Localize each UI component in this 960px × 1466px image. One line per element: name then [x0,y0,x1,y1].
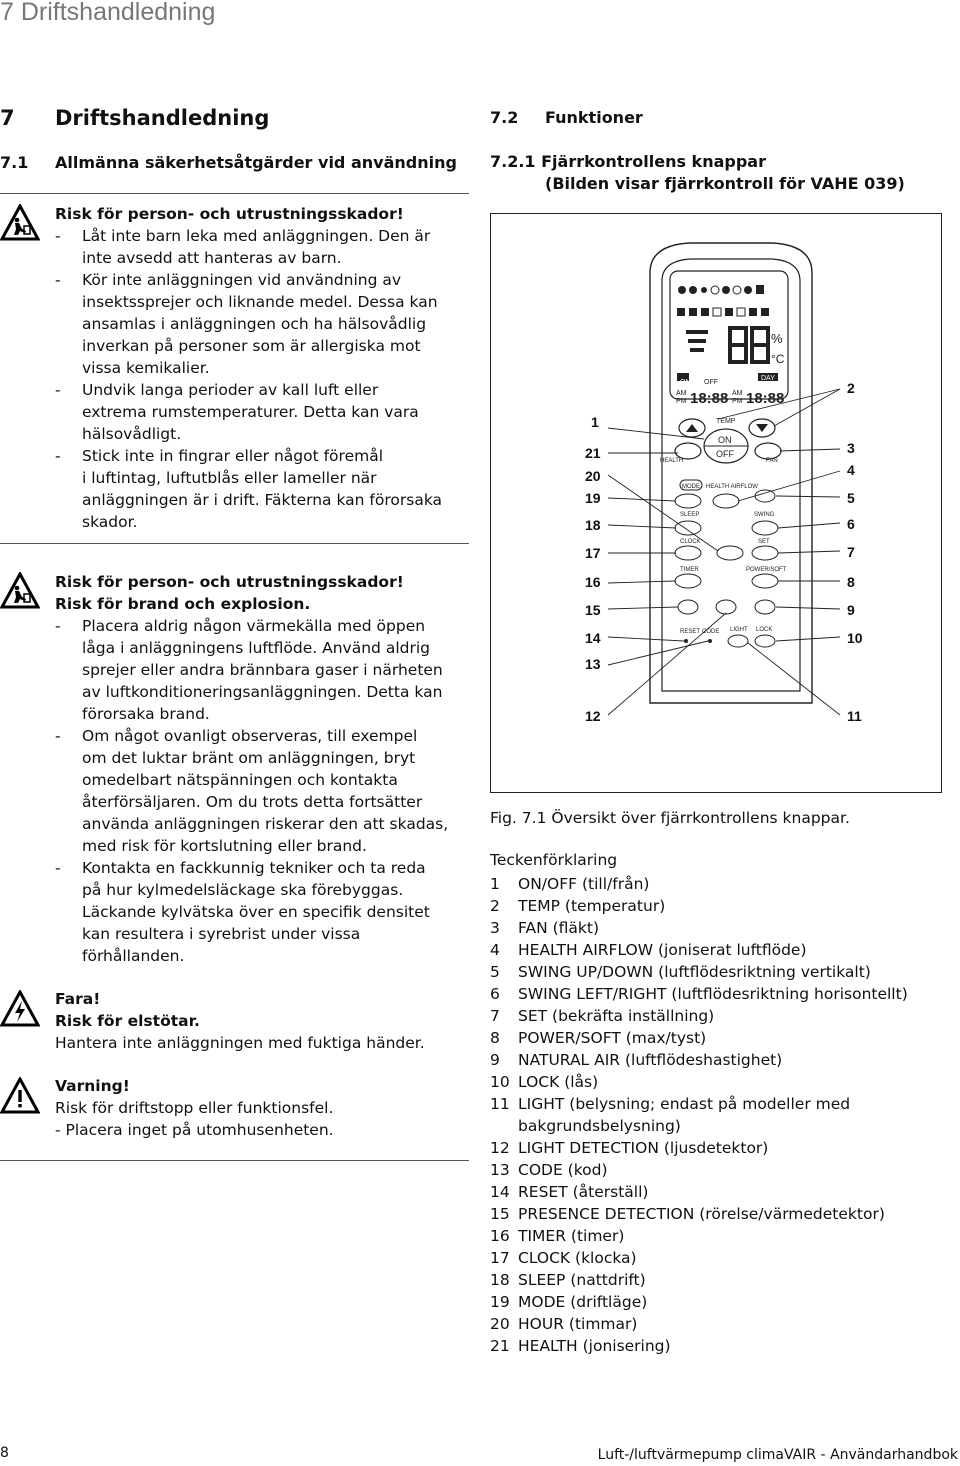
clock-button[interactable] [675,546,701,560]
callout-5: 5 [847,490,855,506]
legend-row: 19 MODE (driftläge) [490,1293,648,1311]
lcd-icons-row-1 [678,285,764,294]
svg-text:18:88: 18:88 [746,390,785,407]
callout-9: 9 [847,602,855,618]
lcd-am-label: AM [676,390,687,397]
off-label: OFF [716,449,734,459]
section-title: Driftshandledning [55,106,270,130]
legend-row: 2 TEMP (temperatur) [490,897,666,915]
svg-text:%: % [771,331,783,346]
warning-text: - Placera inget på utomhusenheten. [55,1121,334,1139]
list-item: - Om något ovanligt observeras, till exempel om det luktar bränt om anläggningen, bryt omedelbart nätspänningen och kontakta återförsäljaren. Om du trots detta fortsätter använda anläggningen riskerar den att skadas, med risk för kortslutning eller brand. [55,725,475,857]
subsubsection-title: 7.2.1 Fjärrkontrollens knappar [490,152,766,171]
lcd-fan-segments [686,330,708,352]
text-line: återförsäljaren. Om du trots detta fortsätter [82,793,423,811]
svg-text:°C: °C [771,352,785,366]
swing-leftright-button[interactable] [752,521,778,535]
list-item: - Kör inte anläggningen vid användning av insektssprejer och liknande medel. Dessa kan ansamlas i anläggningen och ha hälsovådlig inverkan på personer som är allergiska mot vissa kemikalier. [55,269,475,379]
text-line: använda anläggningen riskerar den att skadas, [82,815,449,833]
svg-text:18:88: 18:88 [690,390,729,407]
hour-button[interactable] [717,546,743,560]
running-header-title: 7 Driftshandledning [0,0,216,26]
figure-caption: Fig. 7.1 Översikt över fjärrkontrollens knappar. [490,809,850,827]
callout-21: 21 [585,445,601,461]
light-detection-sensor [716,600,736,614]
legend-row: 20 HOUR (timmar) [490,1315,638,1333]
text-line: Kör inte anläggningen vid användning av [82,271,402,289]
timer-button[interactable] [675,574,701,588]
lcd-on-label: ON [680,379,691,386]
legend-row: 13 CODE (kod) [490,1161,608,1179]
lcd-pm-label: PM [732,398,743,405]
legend-row: 21 HEALTH (jonisering) [490,1337,671,1355]
text-line: vissa kemikalier. [82,359,210,377]
power-soft-button[interactable] [752,574,778,588]
warning-block-person-equipment [55,203,475,533]
health-airflow-label: HEALTH AIRFLOW [706,484,758,490]
page-number: 8 [0,1445,9,1461]
subsection-number: 7.2 [490,108,519,127]
divider [0,193,469,194]
legend-row: 17 CLOCK (klocka) [490,1249,637,1267]
presence-detection-button[interactable] [678,600,698,614]
caution-warning-icon [0,1077,40,1115]
text-line: omedelbart nätspänningen och kontakta [82,771,398,789]
text-line: inverkan på personer som är allergiska mot [82,337,421,355]
power-soft-label: POWER/SOFT [746,567,787,573]
legend-row: 9 NATURAL AIR (luftflödeshastighet) [490,1051,783,1069]
timer-label: TIMER [680,567,699,573]
text-line: Om något ovanligt observeras, till exempel [82,727,418,745]
legend-row: 15 PRESENCE DETECTION (rörelse/värmedetektor) [490,1205,885,1223]
section-number: 7 [0,106,15,130]
legend-row: 4 HEALTH AIRFLOW (joniserat luftflöde) [490,941,807,959]
text-line: förhållanden. [82,947,185,965]
subsection-heading [0,153,470,172]
callout-8: 8 [847,574,855,590]
list-item: - Stick inte in fingrar eller något föremål i luftintag, luftutblås eller lameller när anläggningen är i drift. Fäkterna kan förorsaka skador. [55,445,475,533]
callout-15: 15 [585,602,601,618]
reset-label: RESET [680,629,701,635]
legend-row: 12 LIGHT DETECTION (ljusdetektor) [490,1139,769,1157]
text-line: förorsaka brand. [82,705,210,723]
lcd-am-label: AM [732,390,743,397]
temp-label: TEMP [716,418,736,425]
callout-6: 6 [847,516,855,532]
legend-row: 11 LIGHT (belysning; endast på modeller med [490,1095,851,1113]
callout-19: 19 [585,490,601,506]
callout-14: 14 [585,630,601,646]
legend-row: 5 SWING UP/DOWN (luftflödesriktning vertikalt) [490,963,871,981]
clock-label: CLOCK [680,539,701,545]
callout-7: 7 [847,544,855,560]
lcd-icons-row-2 [677,308,769,316]
remote-control-illustration [490,213,942,793]
health-button[interactable] [675,443,701,459]
lcd-off-label: OFF [704,379,718,386]
text-line: på hur kylmedelsläckage ska förebyggas. [82,881,404,899]
text-line: Läckande kylvätska över en specifik densitet [82,903,430,921]
code-button[interactable] [708,639,712,643]
health-airflow-button[interactable] [713,494,739,508]
lock-button[interactable] [755,635,775,647]
text-line: Stick inte in fingrar eller något föremål [82,447,384,465]
warning-block-electric [55,988,475,1054]
swing-label: SWING [754,512,775,518]
text-line: Placera aldrig någon värmekälla med öppen [82,617,426,635]
text-line: Undvik langa perioder av kall luft eller [82,381,379,399]
legend-title: Teckenförklaring [490,851,618,869]
callout-2: 2 [847,380,855,396]
sleep-label: SLEEP [680,512,700,518]
on-label: ON [718,435,732,445]
lcd-pm-label: PM [676,398,687,405]
text-line: hälsovådligt. [82,425,182,443]
text-line: Kontakta en fackkunnig tekniker och ta reda [82,859,426,877]
lock-label: LOCK [756,627,773,633]
callout-1: 1 [591,414,599,430]
warning-text: Risk för driftstopp eller funktionsfel. [55,1099,334,1117]
legend-row: 1 ON/OFF (till/från) [490,875,650,893]
text-line: insektssprejer och liknande medel. Dessa kan [82,293,438,311]
fan-button[interactable] [755,443,781,459]
legend-row: 6 SWING LEFT/RIGHT (luftflödesriktning horisontellt) [490,985,908,1003]
text-line: låga i anläggningens luftflöde. Använd aldrig [82,639,430,657]
electric-shock-warning-icon [0,990,40,1028]
callout-4: 4 [847,462,855,478]
set-label: SET [758,539,770,545]
legend-row: 8 POWER/SOFT (max/tyst) [490,1029,707,1047]
callout-20: 20 [585,468,601,484]
footer-title: Luft-/luftvärmepump climaVAIR - Användarhandbok [597,1447,958,1463]
text-line: med risk för kortslutning eller brand. [82,837,367,855]
reset-button[interactable] [684,639,688,643]
subsubsection-subtitle: (Bilden visar fjärrkontroll för VAHE 039) [545,174,905,193]
warning-subtitle: Risk för elstötar. [55,1012,200,1030]
text-line: sprejer eller andra brännbara gaser i närheten [82,661,443,679]
warning-title: Risk för person- och utrustningsskador! [55,205,404,223]
callout-10: 10 [847,630,863,646]
text-line: av luftkonditioneringsanläggningen. Detta kan [82,683,443,701]
code-label: CODE [702,629,720,635]
warning-title: Fara! [55,990,101,1008]
mode-label: MODE [682,484,700,490]
list-item: - Kontakta en fackkunnig tekniker och ta reda på hur kylmedelsläckage ska förebyggas. Läckande kylvätska över en specifik densitet kan resultera i syrebrist under vissa förhållanden. [55,857,475,967]
light-label: LIGHT [730,627,748,633]
swing-updown-button[interactable] [755,490,775,502]
warning-title: Risk för person- och utrustningsskador! [55,573,404,591]
subsection-title: Funktioner [545,108,643,127]
callout-18: 18 [585,517,601,533]
text-line: om det luktar bränt om anläggningen, bryt [82,749,416,767]
text-line: kan resultera i syrebrist under vissa [82,925,361,943]
section-heading [0,106,470,130]
callout-16: 16 [585,574,601,590]
divider [0,1160,469,1161]
set-button[interactable] [752,546,778,560]
callout-17: 17 [585,545,601,561]
legend-row: 3 FAN (fläkt) [490,919,600,937]
text-line: Låt inte barn leka med anläggningen. Den är [82,227,431,245]
warning-subtitle: Risk för brand och explosion. [55,595,311,613]
sleep-button[interactable] [675,521,701,535]
warning-text: Hantera inte anläggningen med fuktiga händer. [55,1034,425,1052]
list-item: - Placera aldrig någon värmekälla med öppen låga i anläggningens luftflöde. Använd aldrig sprejer eller andra brännbara gaser i närheten av luftkonditioneringsanläggningen. Detta kan förorsaka brand. [55,615,475,725]
callout-11: 11 [847,708,862,724]
person-hazard-warning-icon [0,204,40,242]
warning-block-fire [55,571,475,967]
legend-row: 18 SLEEP (nattdrift) [490,1271,646,1289]
text-line: ansamlas i anläggningen och ha hälsovådlig [82,315,427,333]
legend-row: bakgrundsbelysning) [518,1117,681,1135]
legend-row: 14 RESET (återställ) [490,1183,649,1201]
lcd-day-label: DAY [761,375,775,382]
legend-row: 7 SET (bekräfta inställning) [490,1007,715,1025]
text-line: extrema rumstemperaturer. Detta kan vara [82,403,419,421]
fan-label: FAN [766,458,778,464]
list-item: - Låt inte barn leka med anläggningen. Den är inte avsedd att hanteras av barn. [55,225,475,269]
warning-block-caution [55,1075,475,1141]
mode-oval-button[interactable] [675,494,701,508]
health-label: HEALTH [660,458,684,464]
divider [0,543,469,544]
text-line: inte avsedd att hanteras av barn. [82,249,342,267]
subsection-title: Allmänna säkerhetsåtgärder vid användning [55,153,457,172]
light-button[interactable] [728,635,748,647]
text-line: anläggningen är i drift. Fäkterna kan förorsaka [82,491,443,509]
callout-13: 13 [585,656,601,672]
subsection-heading-functions [490,108,643,127]
warning-title: Varning! [55,1077,130,1095]
subsubsection-heading [490,151,905,195]
text-line: skador. [82,513,138,531]
lcd-digits [730,328,768,362]
legend-row: 10 LOCK (lås) [490,1073,599,1091]
legend-row: 16 TIMER (timer) [490,1227,625,1245]
callout-12: 12 [585,708,601,724]
callout-3: 3 [847,440,855,456]
list-item: - Undvik langa perioder av kall luft eller extrema rumstemperaturer. Detta kan vara hälsovådligt. [55,379,475,445]
person-hazard-warning-icon [0,572,40,610]
natural-air-button[interactable] [755,600,775,614]
text-line: i luftintag, luftutblås eller lameller när [82,469,377,487]
subsection-number: 7.1 [0,153,29,172]
